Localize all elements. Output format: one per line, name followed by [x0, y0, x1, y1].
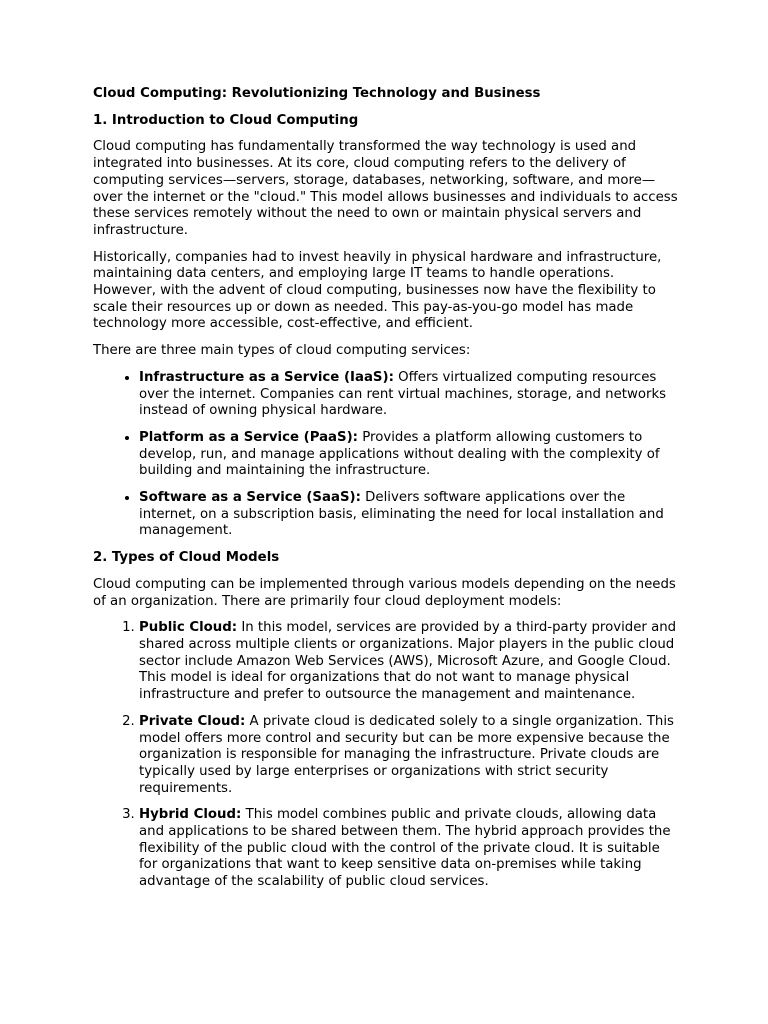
cloud-models-list — [93, 620, 681, 891]
intro-paragraph: Cloud computing has fundamentally transformed the way technology is used and integrated into businesses. At its core, cloud computing refers to the delivery of computing services—servers, storage, databases, networking, software, and more—over the internet or the "cloud." This model allows businesses and individuals to access these services remotely without the need to own or maintain physical servers and infrastructure. — [93, 139, 678, 238]
list-item-hybrid-cloud — [139, 807, 681, 891]
desc-iaas: Offers virtualized computing resources over the internet. Companies can rent virtual machines, storage, and networks instead of owning physical hardware. — [139, 369, 667, 419]
desc-hybrid-cloud: This model combines public and private clouds, allowing data and applications to be shared between them. The hybrid approach provides the flexibility of the public cloud with the control of the private cloud. It is suitable for organizations that want to keep sensitive data on-premises while taking advantage of the scalability of public cloud services. — [139, 807, 671, 890]
term-iaas: Infrastructure as a Service (IaaS): — [139, 369, 394, 385]
desc-public-cloud: In this model, services are provided by a third-party provider and shared across multiple clients or organizations. Major players in the public cloud sector include Amazon Web Services (AWS), Microsoft Azure, and Google Cloud. This model is ideal for organizations that do not want to manage physical infrastructure and prefer to outsource the management and maintenance. — [139, 620, 677, 703]
document-title: Cloud Computing: Revolutionizing Technology and Business — [93, 86, 541, 101]
history-paragraph: Historically, companies had to invest heavily in physical hardware and infrastructure, maintaining data centers, and employing large IT teams to handle operations. However, with the advent of cloud computing, businesses now have the flexibility to scale their resources up or down as needed. This pay-as-you-go model has made technology more accessible, cost-effective, and efficient. — [93, 249, 662, 332]
list-item-iaas — [139, 370, 681, 420]
term-public-cloud: Public Cloud: — [139, 620, 238, 636]
term-hybrid-cloud: Hybrid Cloud: — [139, 807, 242, 823]
document-page — [93, 86, 681, 901]
term-private-cloud: Private Cloud: — [139, 713, 246, 729]
list-item-paas — [139, 430, 681, 480]
service-types-list — [93, 370, 681, 540]
term-paas: Platform as a Service (PaaS): — [139, 429, 359, 445]
services-lead-paragraph: There are three main types of cloud computing services: — [93, 343, 471, 359]
desc-paas: Provides a platform allowing customers to develop, run, and manage applications without dealing with the complexity of building and maintaining the infrastructure. — [139, 429, 660, 479]
section-1-heading: 1. Introduction to Cloud Computing — [93, 112, 359, 128]
list-item-public-cloud — [139, 620, 681, 704]
list-item-private-cloud — [139, 714, 681, 798]
models-intro-paragraph: Cloud computing can be implemented through various models depending on the needs of an organization. There are primarily four cloud deployment models: — [93, 576, 676, 609]
term-saas: Software as a Service (SaaS): — [139, 490, 361, 506]
list-item-saas — [139, 490, 681, 540]
desc-saas: Delivers software applications over the internet, on a subscription basis, eliminating the need for local installation and management. — [139, 490, 664, 539]
desc-private-cloud: A private cloud is dedicated solely to a single organization. This model offers more control and security but can be more expensive because the organization is responsible for managing the infrastructure. Private clouds are typically used by large enterprises or organizations with strict security requirements. — [139, 713, 674, 796]
section-2-heading: 2. Types of Cloud Models — [93, 550, 280, 566]
